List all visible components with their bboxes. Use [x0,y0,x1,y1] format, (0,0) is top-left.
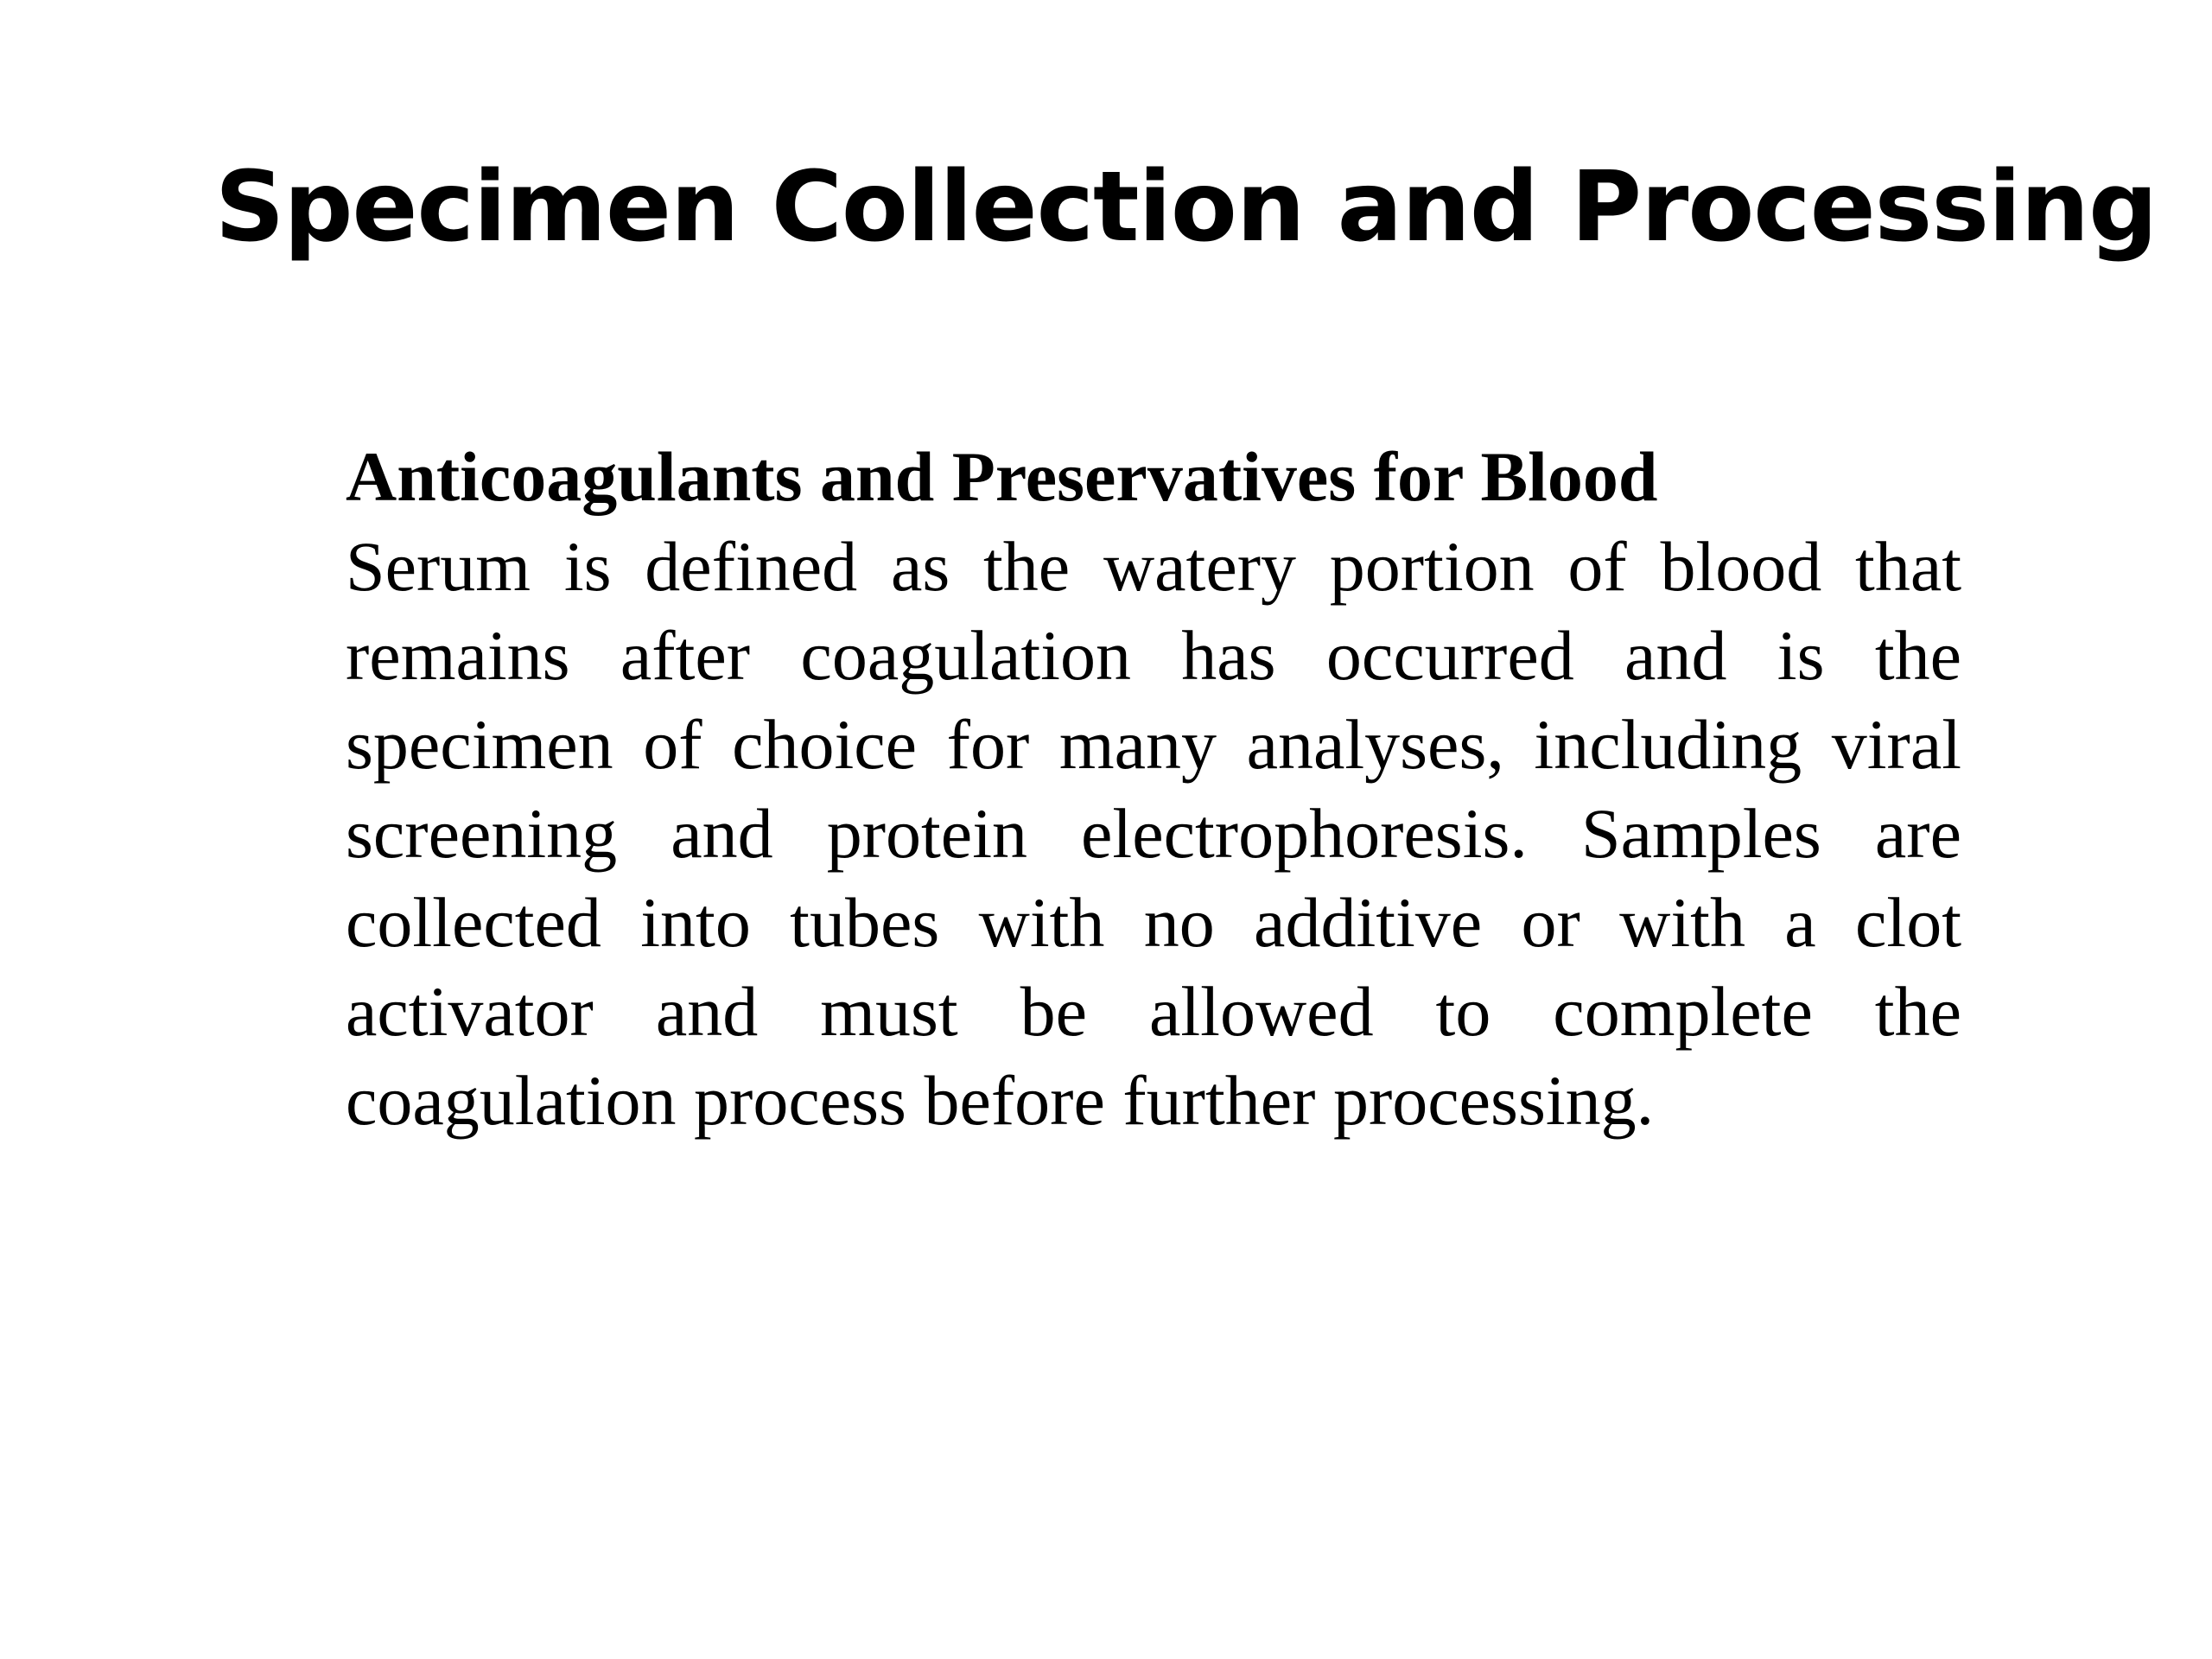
section-heading: Anticoagulants and Preservatives for Blood [346,437,1658,516]
body-paragraph: Serum is defined as the watery portion of blood that remains after coagulation has occurred and is the specimen of choice for many analyses, including viral screening and protein electrophoresis. Samples are collected into tubes with no additive or with a clot activator and must be allowed to complete the coagulation process before further processing. [346,527,1961,1140]
slide-title: Specimen Collection and Processing [214,151,2158,264]
slide-content [346,432,1961,1145]
